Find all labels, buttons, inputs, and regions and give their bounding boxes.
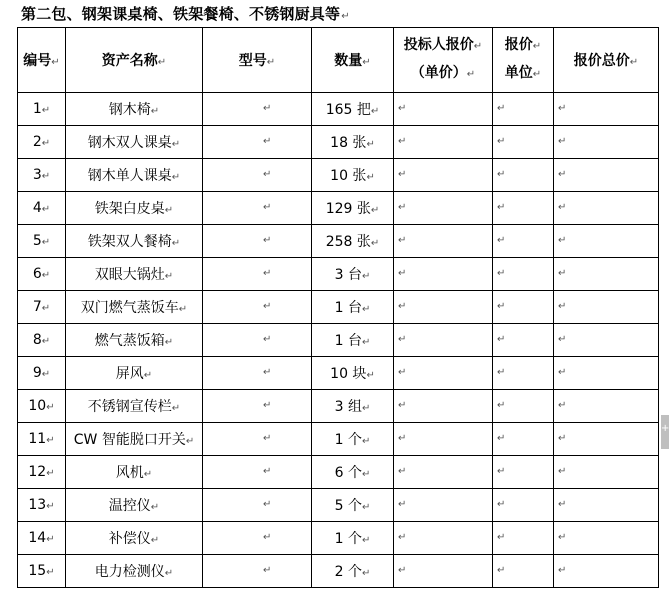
- paragraph-mark-icon: ↵: [263, 136, 272, 147]
- paragraph-mark-icon: ↵: [361, 271, 371, 282]
- cell-qty: [312, 390, 394, 423]
- cell-total: [554, 291, 659, 324]
- cell-no: [18, 291, 66, 324]
- paragraph-mark-icon: ↵: [164, 568, 174, 579]
- cell-bid-price: [394, 291, 493, 324]
- paragraph-mark-icon: ↵: [398, 136, 407, 147]
- cell-no-text: 13: [28, 497, 47, 513]
- table-row: [18, 522, 659, 555]
- cell-total: [554, 159, 659, 192]
- price-table: [17, 27, 659, 588]
- paragraph-mark-icon: ↵: [41, 369, 51, 380]
- cell-bid-price: [394, 423, 493, 456]
- cell-qty: [312, 291, 394, 324]
- cell-qty: [312, 456, 394, 489]
- cell-model: [203, 357, 312, 390]
- paragraph-mark-icon: ↵: [164, 271, 174, 282]
- cell-qty: [312, 258, 394, 291]
- paragraph-mark-icon: ↵: [398, 202, 407, 213]
- cell-qty: [312, 423, 394, 456]
- paragraph-mark-icon: ↵: [497, 466, 506, 477]
- cell-total: [554, 489, 659, 522]
- cell-total: [554, 93, 659, 126]
- cell-model: [203, 324, 312, 357]
- cell-model: [203, 225, 312, 258]
- paragraph-mark-icon: ↵: [143, 469, 153, 480]
- paragraph-mark-icon: ↵: [398, 532, 407, 543]
- cell-qty: [312, 225, 394, 258]
- cell-model: [203, 489, 312, 522]
- cell-name-text: 电力检测仪: [94, 564, 165, 580]
- cell-qty-text: 1 台: [334, 300, 362, 316]
- paragraph-mark-icon: ↵: [558, 532, 567, 543]
- paragraph-mark-icon: ↵: [263, 565, 272, 576]
- cell-qty-text: 2 个: [334, 564, 362, 580]
- cell-model: [203, 159, 312, 192]
- cell-qty-text: 6 个: [334, 465, 362, 481]
- cell-unit: [493, 522, 554, 555]
- cell-qty: [312, 93, 394, 126]
- cell-model: [203, 291, 312, 324]
- paragraph-mark-icon: ↵: [497, 268, 506, 279]
- cell-qty-text: 18 张: [330, 135, 367, 151]
- paragraph-mark-icon: ↵: [41, 336, 51, 347]
- cell-name: [66, 225, 203, 258]
- paragraph-mark-icon: ↵: [361, 469, 371, 480]
- table-row: [18, 324, 659, 357]
- cell-unit: [493, 456, 554, 489]
- cell-unit: [493, 93, 554, 126]
- table-row: [18, 225, 659, 258]
- cell-unit: [493, 225, 554, 258]
- paragraph-mark-icon: ↵: [185, 436, 195, 447]
- cell-bid-price: [394, 192, 493, 225]
- paragraph-mark-icon: ↵: [361, 403, 371, 414]
- cell-total: [554, 357, 659, 390]
- header-total: 报价总价↵: [554, 28, 659, 93]
- table-row: [18, 159, 659, 192]
- cell-no-text: 7: [32, 299, 42, 315]
- paragraph-mark-icon: ↵: [558, 202, 567, 213]
- cell-qty: [312, 555, 394, 588]
- paragraph-mark-icon: ↵: [263, 169, 272, 180]
- cell-unit: [493, 192, 554, 225]
- cell-no-text: 9: [32, 365, 42, 381]
- cell-no: [18, 93, 66, 126]
- header-model: 型号↵: [203, 28, 312, 93]
- cell-no-text: 15: [28, 563, 47, 579]
- cell-total: [554, 522, 659, 555]
- cell-unit: [493, 126, 554, 159]
- table-row: [18, 93, 659, 126]
- paragraph-mark-icon: ↵: [263, 235, 272, 246]
- cell-no: [18, 324, 66, 357]
- title-text: 第二包、钢架课桌椅、铁架餐椅、不锈钢厨具等: [21, 5, 341, 23]
- document-title: [21, 3, 350, 24]
- paragraph-mark-icon: ↵: [361, 535, 371, 546]
- paragraph-mark-icon: ↵: [41, 105, 51, 116]
- cell-name-text: 钢木双人课桌: [87, 135, 172, 151]
- paragraph-mark-icon: ↵: [41, 303, 51, 314]
- paragraph-mark-icon: ↵: [398, 466, 407, 477]
- cell-model: [203, 126, 312, 159]
- cell-unit: [493, 489, 554, 522]
- paragraph-mark-icon: ↵: [370, 106, 380, 117]
- cell-name: [66, 390, 203, 423]
- cell-qty-text: 258 张: [325, 234, 371, 250]
- cell-qty: [312, 522, 394, 555]
- cell-no-text: 14: [28, 530, 47, 546]
- paragraph-mark-icon: ↵: [497, 499, 506, 510]
- cell-no: [18, 522, 66, 555]
- paragraph-mark-icon: ↵: [263, 268, 272, 279]
- table-row: [18, 357, 659, 390]
- paragraph-mark-icon: ↵: [171, 139, 181, 150]
- paragraph-mark-icon: ↵: [366, 139, 375, 150]
- paragraph-mark-icon: ↵: [497, 433, 506, 444]
- header-unit: 报价↵ 单位↵: [493, 28, 554, 93]
- cell-total: [554, 456, 659, 489]
- cell-bid-price: [394, 489, 493, 522]
- cell-unit: [493, 258, 554, 291]
- cell-qty-text: 129 张: [325, 201, 371, 217]
- cell-unit: [493, 555, 554, 588]
- cell-name-text: 燃气蒸饭箱: [94, 333, 165, 349]
- cell-unit: [493, 159, 554, 192]
- table-row: [18, 423, 659, 456]
- paragraph-mark-icon: ↵: [558, 136, 567, 147]
- table-row: [18, 489, 659, 522]
- cell-bid-price: [394, 456, 493, 489]
- cell-bid-price: [394, 324, 493, 357]
- paragraph-mark-icon: ↵: [46, 501, 55, 512]
- cell-qty: [312, 159, 394, 192]
- cell-model: [203, 456, 312, 489]
- paragraph-mark-icon: ↵: [263, 466, 272, 477]
- paragraph-mark-icon: ↵: [370, 205, 380, 216]
- table-row: [18, 555, 659, 588]
- cell-bid-price: [394, 258, 493, 291]
- cell-no-text: 2: [32, 134, 42, 150]
- cell-no: [18, 159, 66, 192]
- paragraph-mark-icon: ↵: [164, 205, 174, 216]
- paragraph-mark-icon: ↵: [398, 433, 407, 444]
- cell-bid-price: [394, 93, 493, 126]
- cell-model: [203, 93, 312, 126]
- paragraph-mark-icon: ↵: [366, 370, 375, 381]
- cell-name-text: 钢木椅: [108, 102, 151, 118]
- cell-qty-text: 3 组: [334, 399, 362, 415]
- table-row: [18, 390, 659, 423]
- paragraph-mark-icon: ↵: [361, 436, 371, 447]
- cell-qty-text: 3 台: [334, 267, 362, 283]
- cell-model: [203, 390, 312, 423]
- paragraph-mark-icon: ↵: [497, 334, 506, 345]
- paragraph-mark-icon: ↵: [263, 532, 272, 543]
- paragraph-mark-icon: ↵: [398, 367, 407, 378]
- cell-name: [66, 456, 203, 489]
- cell-qty-text: 1 个: [334, 432, 362, 448]
- cell-no-text: 4: [32, 200, 42, 216]
- cell-qty: [312, 192, 394, 225]
- cell-name: [66, 126, 203, 159]
- cell-name-text: 铁架双人餐椅: [87, 234, 172, 250]
- paragraph-mark-icon: ↵: [497, 169, 506, 180]
- paragraph-mark-icon: ↵: [497, 565, 506, 576]
- cell-no: [18, 456, 66, 489]
- paragraph-mark-icon: ↵: [398, 565, 407, 576]
- paragraph-mark-icon: ↵: [558, 466, 567, 477]
- paragraph-mark-icon: ↵: [178, 304, 188, 315]
- paragraph-mark-icon: ↵: [171, 403, 181, 414]
- paragraph-mark-icon: ↵: [263, 367, 272, 378]
- paragraph-mark-icon: ↵: [263, 301, 272, 312]
- paragraph-mark-icon: ↵: [398, 103, 407, 114]
- cell-bid-price: [394, 357, 493, 390]
- cell-unit: [493, 324, 554, 357]
- paragraph-mark-icon: ↵: [361, 568, 371, 579]
- paragraph-mark-icon: ↵: [398, 400, 407, 411]
- cell-name-text: 双门燃气蒸饭车: [80, 300, 179, 316]
- cell-total: [554, 126, 659, 159]
- paragraph-mark-icon: ↵: [150, 502, 160, 513]
- cell-name: [66, 489, 203, 522]
- cell-model: [203, 258, 312, 291]
- header-bid-price: 投标人报价↵ （单价）↵: [394, 28, 493, 93]
- cell-name-text: 不锈钢宣传栏: [87, 399, 172, 415]
- scroll-marker-icon[interactable]: [661, 415, 669, 449]
- paragraph-mark-icon: ↵: [46, 534, 55, 545]
- cell-no-text: 5: [32, 233, 42, 249]
- cell-name: [66, 357, 203, 390]
- header-name: 资产名称↵: [66, 28, 203, 93]
- paragraph-mark-icon: ↵: [558, 400, 567, 411]
- cell-bid-price: [394, 126, 493, 159]
- paragraph-mark-icon: ↵: [46, 435, 55, 446]
- cell-total: [554, 423, 659, 456]
- cell-no: [18, 390, 66, 423]
- cell-no-text: 1: [32, 101, 42, 117]
- cell-model: [203, 522, 312, 555]
- paragraph-mark-icon: ↵: [171, 172, 181, 183]
- header-no: 编号↵: [18, 28, 66, 93]
- cell-bid-price: [394, 225, 493, 258]
- paragraph-mark-icon: ↵: [497, 301, 506, 312]
- paragraph-mark-icon: ↵: [164, 337, 174, 348]
- cell-name-text: 铁架白皮桌: [94, 201, 165, 217]
- paragraph-mark-icon: ↵: [46, 468, 55, 479]
- paragraph-mark-icon: ↵: [398, 235, 407, 246]
- paragraph-mark-icon: ↵: [370, 238, 380, 249]
- cell-name: [66, 423, 203, 456]
- cell-no: [18, 126, 66, 159]
- paragraph-mark-icon: ↵: [558, 235, 567, 246]
- cell-total: [554, 390, 659, 423]
- paragraph-mark-icon: ↵: [263, 334, 272, 345]
- cell-no: [18, 357, 66, 390]
- paragraph-mark-icon: ↵: [263, 400, 272, 411]
- cell-no: [18, 258, 66, 291]
- cell-qty: [312, 126, 394, 159]
- cell-no: [18, 423, 66, 456]
- paragraph-mark-icon: ↵: [46, 402, 55, 413]
- paragraph-mark-icon: ↵: [497, 400, 506, 411]
- cell-name-text: 屏风: [115, 366, 144, 382]
- cell-qty-text: 5 个: [334, 498, 362, 514]
- cell-name: [66, 192, 203, 225]
- cell-no-text: 3: [32, 167, 42, 183]
- paragraph-mark-icon: ↵: [558, 103, 567, 114]
- cell-qty-text: 1 台: [334, 333, 362, 349]
- cell-model: [203, 423, 312, 456]
- paragraph-mark-icon: ↵: [497, 103, 506, 114]
- cell-name: [66, 324, 203, 357]
- paragraph-mark-icon: ↵: [398, 169, 407, 180]
- cell-name-text: 双眼大锅灶: [94, 267, 165, 283]
- cell-name: [66, 258, 203, 291]
- paragraph-mark-icon: ↵: [558, 169, 567, 180]
- paragraph-mark-icon: ↵: [497, 235, 506, 246]
- table-row: [18, 126, 659, 159]
- paragraph-mark-icon: ↵: [46, 567, 55, 578]
- cell-bid-price: [394, 390, 493, 423]
- paragraph-mark-icon: ↵: [41, 138, 51, 149]
- cell-model: [203, 192, 312, 225]
- paragraph-mark-icon: ↵: [398, 334, 407, 345]
- cell-qty-text: 165 把: [325, 102, 371, 118]
- cell-name: [66, 159, 203, 192]
- paragraph-mark-icon: ↵: [41, 237, 51, 248]
- paragraph-mark-icon: ↵: [398, 268, 407, 279]
- cell-unit: [493, 390, 554, 423]
- paragraph-mark-icon: ↵: [558, 301, 567, 312]
- cell-bid-price: [394, 555, 493, 588]
- cell-name: [66, 291, 203, 324]
- paragraph-mark-icon: ↵: [263, 103, 272, 114]
- cell-no-text: 6: [32, 266, 42, 282]
- cell-qty-text: 1 个: [334, 531, 362, 547]
- cell-name-text: CW 智能脱口开关: [73, 432, 186, 448]
- cell-qty: [312, 324, 394, 357]
- paragraph-mark-icon: ↵: [263, 433, 272, 444]
- cell-qty: [312, 357, 394, 390]
- paragraph-mark-icon: ↵: [558, 499, 567, 510]
- paragraph-mark-icon: ↵: [558, 334, 567, 345]
- table-row: [18, 192, 659, 225]
- cell-name: [66, 555, 203, 588]
- paragraph-mark-icon: ↵: [150, 106, 160, 117]
- paragraph-mark-icon: ↵: [41, 270, 51, 281]
- cell-bid-price: [394, 159, 493, 192]
- paragraph-mark-icon: ↵: [398, 301, 407, 312]
- cell-no-text: 11: [28, 431, 47, 447]
- cell-no-text: 8: [32, 332, 42, 348]
- paragraph-mark-icon: ↵: [41, 171, 51, 182]
- table-row: [18, 291, 659, 324]
- paragraph-mark-icon: ↵: [558, 433, 567, 444]
- cell-total: [554, 555, 659, 588]
- paragraph-mark-icon: ↵: [497, 202, 506, 213]
- cell-no: [18, 489, 66, 522]
- header-qty: 数量↵: [312, 28, 394, 93]
- paragraph-mark-icon: ↵: [263, 202, 272, 213]
- cell-total: [554, 258, 659, 291]
- paragraph-mark-icon: ↵: [361, 304, 371, 315]
- cell-qty: [312, 489, 394, 522]
- cell-name-text: 补偿仪: [108, 531, 151, 547]
- cell-bid-price: [394, 522, 493, 555]
- cell-name-text: 风机: [115, 465, 144, 481]
- cell-qty-text: 10 张: [330, 168, 367, 184]
- paragraph-mark-icon: ↵: [366, 172, 375, 183]
- cell-model: [203, 555, 312, 588]
- cell-name: [66, 522, 203, 555]
- cell-no: [18, 555, 66, 588]
- cell-unit: [493, 291, 554, 324]
- paragraph-mark-icon: ↵: [263, 499, 272, 510]
- paragraph-mark-icon: ↵: [361, 337, 371, 348]
- paragraph-mark-icon: ↵: [341, 11, 350, 22]
- paragraph-mark-icon: ↵: [150, 535, 160, 546]
- table-header-row: [18, 28, 659, 93]
- table-row: [18, 456, 659, 489]
- cell-total: [554, 324, 659, 357]
- cell-name-text: 温控仪: [108, 498, 151, 514]
- cell-no: [18, 192, 66, 225]
- paragraph-mark-icon: ↵: [558, 565, 567, 576]
- cell-unit: [493, 357, 554, 390]
- cell-name: [66, 93, 203, 126]
- paragraph-mark-icon: ↵: [497, 136, 506, 147]
- paragraph-mark-icon: ↵: [361, 502, 371, 513]
- paragraph-mark-icon: ↵: [143, 370, 153, 381]
- table-row: [18, 258, 659, 291]
- cell-name-text: 钢木单人课桌: [87, 168, 172, 184]
- cell-unit: [493, 423, 554, 456]
- cell-no: [18, 225, 66, 258]
- paragraph-mark-icon: ↵: [41, 204, 51, 215]
- paragraph-mark-icon: ↵: [558, 367, 567, 378]
- cell-qty-text: 10 块: [330, 366, 367, 382]
- paragraph-mark-icon: ↵: [497, 367, 506, 378]
- cell-no-text: 12: [28, 464, 47, 480]
- cell-total: [554, 192, 659, 225]
- paragraph-mark-icon: ↵: [558, 268, 567, 279]
- cell-no-text: 10: [28, 398, 47, 414]
- cell-total: [554, 225, 659, 258]
- paragraph-mark-icon: ↵: [171, 238, 181, 249]
- paragraph-mark-icon: ↵: [497, 532, 506, 543]
- paragraph-mark-icon: ↵: [398, 499, 407, 510]
